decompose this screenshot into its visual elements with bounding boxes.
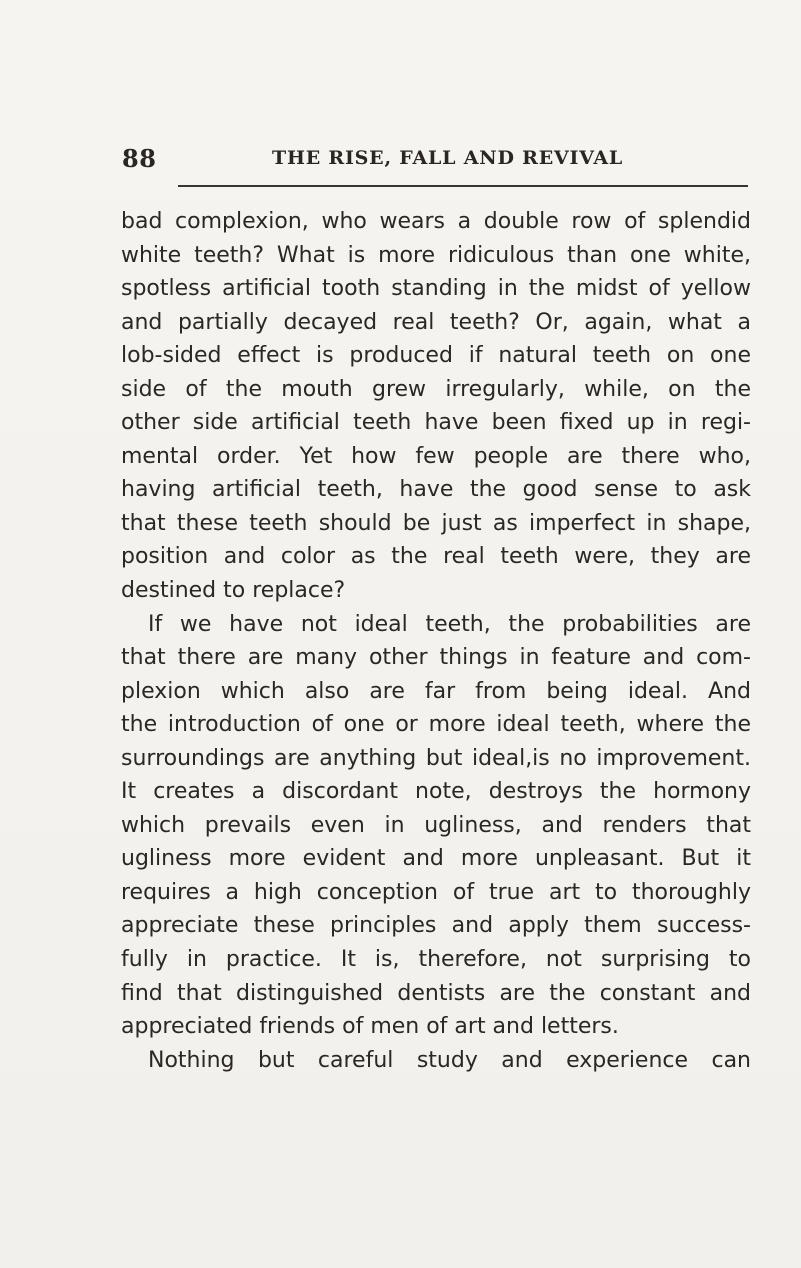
text-line: If we have not ideal teeth, the probabilities are: [148, 611, 751, 637]
text-line: ugliness more evident and more unpleasant. But it: [121, 846, 751, 872]
text-line: fully in practice. It is, therefore, not surprising to: [121, 947, 751, 973]
text-line: surroundings are anything but ideal,is no improvement.: [121, 745, 751, 771]
body-text: [121, 205, 751, 1077]
text-line: spotless artificial tooth standing in the midst of yellow: [121, 276, 751, 302]
text-line: lob-sided effect is produced if natural teeth on one: [121, 343, 751, 369]
header-rule: [178, 185, 748, 187]
text-line: side of the mouth grew irregularly, while, on the: [121, 376, 751, 402]
text-line: requires a high conception of true art to thoroughly: [121, 879, 751, 905]
text-line: Nothing but careful study and experience can: [148, 1047, 751, 1073]
text-line: It creates a discordant note, destroys the hormony: [121, 779, 751, 805]
text-line: appreciated friends of men of art and letters.: [121, 1014, 619, 1040]
text-line: destined to replace?: [121, 578, 346, 604]
text-line: position and color as the real teeth were, they are: [121, 544, 751, 570]
text-line: find that distinguished dentists are the constant and: [121, 980, 751, 1006]
text-line: which prevails even in ugliness, and renders that: [121, 812, 751, 838]
text-line: mental order. Yet how few people are there who,: [121, 443, 751, 469]
text-line: that these teeth should be just as imperfect in shape,: [121, 510, 751, 536]
text-line: the introduction of one or more ideal teeth, where the: [121, 712, 751, 738]
page-number: 88: [122, 144, 157, 173]
text-line: appreciate these principles and apply them success-: [121, 913, 751, 939]
text-line: and partially decayed real teeth? Or, again, what a: [121, 309, 751, 335]
running-head: THE RISE, FALL AND REVIVAL: [272, 147, 624, 169]
page-header: [0, 144, 801, 174]
text-line: having artificial teeth, have the good sense to ask: [121, 477, 751, 503]
text-line: other side artificial teeth have been fixed up in regi-: [121, 410, 751, 436]
text-line: bad complexion, who wears a double row of splendid: [121, 209, 751, 234]
text-line: that there are many other things in feature and com-: [121, 645, 751, 671]
text-line: white teeth? What is more ridiculous than one white,: [121, 242, 751, 268]
text-line: plexion which also are far from being ideal. And: [121, 678, 751, 704]
